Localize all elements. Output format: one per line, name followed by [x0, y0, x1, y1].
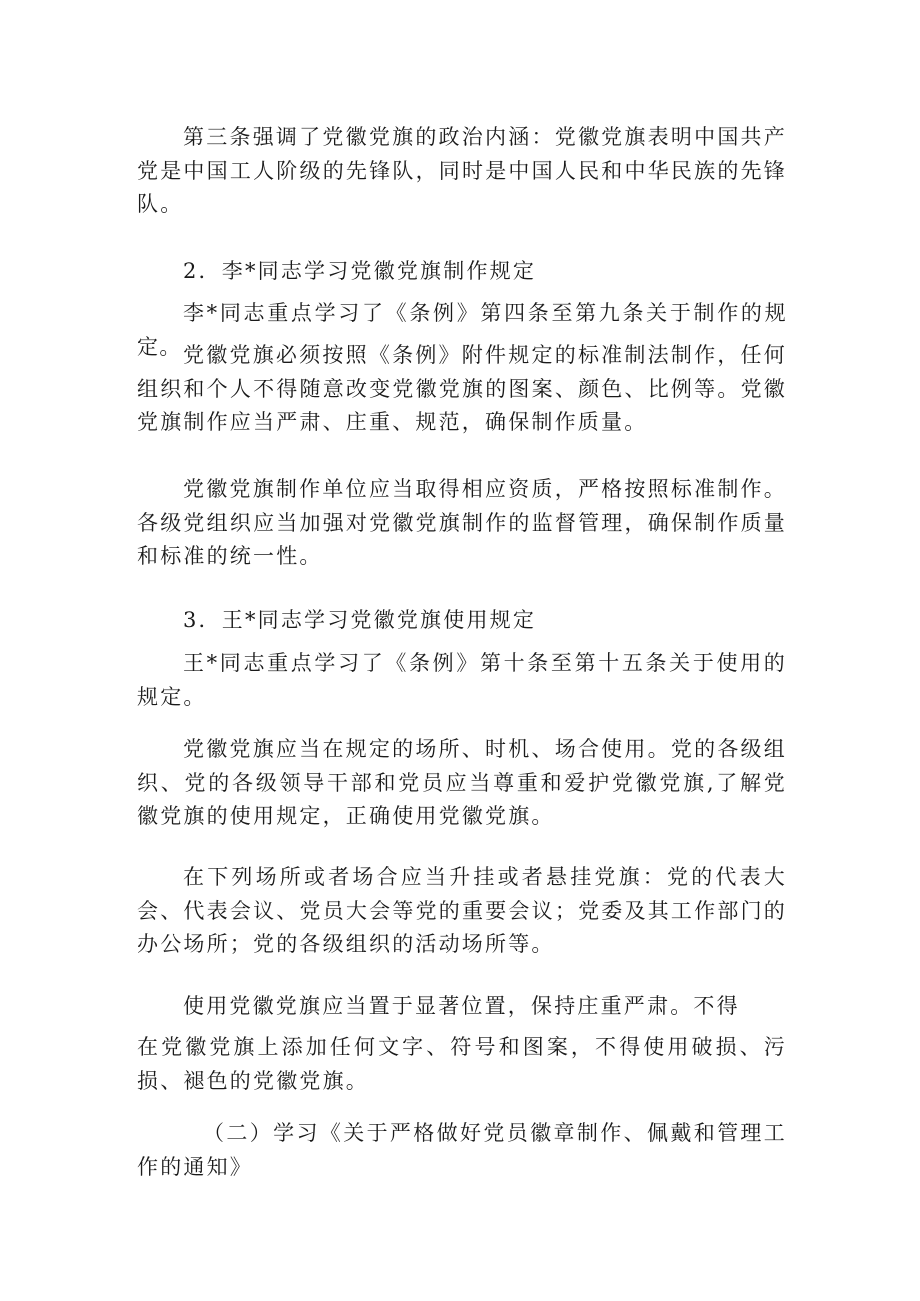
heading-li-production: 2．李*同志学习党徽党旗制作规定	[183, 259, 537, 283]
paragraph-li-study: 李*同志重点学习了《条例》第四条至第九条关于制作的规定。	[137, 301, 787, 359]
paragraph-no-additions: 在党徽党旗上添加任何文字、符号和图案，不得使用破损、污损、褪色的党徽党旗。	[137, 1035, 787, 1093]
paragraph-wang-study: 王*同志重点学习了《条例》第十条至第十五条关于使用的规定。	[137, 651, 787, 709]
paragraph-hanging-places: 在下列场所或者场合应当升挂或者悬挂党旗：党的代表大会、代表会议、党员大会等党的重要会议；党委及其工作部门的办公场所；党的各级组织的活动场所等。	[137, 865, 787, 956]
heading-wang-usage: 3．王*同志学习党徽党旗使用规定	[183, 608, 537, 632]
section-heading-two: （二）学习《关于严格做好党员徽章制作、佩戴和管理工作的通知》	[137, 1121, 787, 1179]
paragraph-article-three: 第三条强调了党徽党旗的政治内涵：党徽党旗表明中国共产党是中国工人阶级的先锋队，同时是中国人民和中华民族的先锋队。	[137, 125, 787, 216]
paragraph-usage-occasions: 党徽党旗应当在规定的场所、时机、场合使用。党的各级组织、党的各级领导干部和党员应当尊重和爱护党徽党旗,了解党徽党旗的使用规定，正确使用党徽党旗。	[137, 737, 787, 828]
paragraph-display-position: 使用党徽党旗应当置于显著位置，保持庄重严肃。不得	[183, 994, 740, 1018]
paragraph-standard-production: 党徽党旗必须按照《条例》附件规定的标准制法制作，任何组织和个人不得随意改变党徽党旗的图案、颜色、比例等。党徽党旗制作应当严肃、庄重、规范，确保制作质量。	[137, 343, 787, 434]
paragraph-production-units: 党徽党旗制作单位应当取得相应资质，严格按照标准制作。各级党组织应当加强对党徽党旗制作的监督管理，确保制作质量和标准的统一性。	[137, 477, 787, 568]
